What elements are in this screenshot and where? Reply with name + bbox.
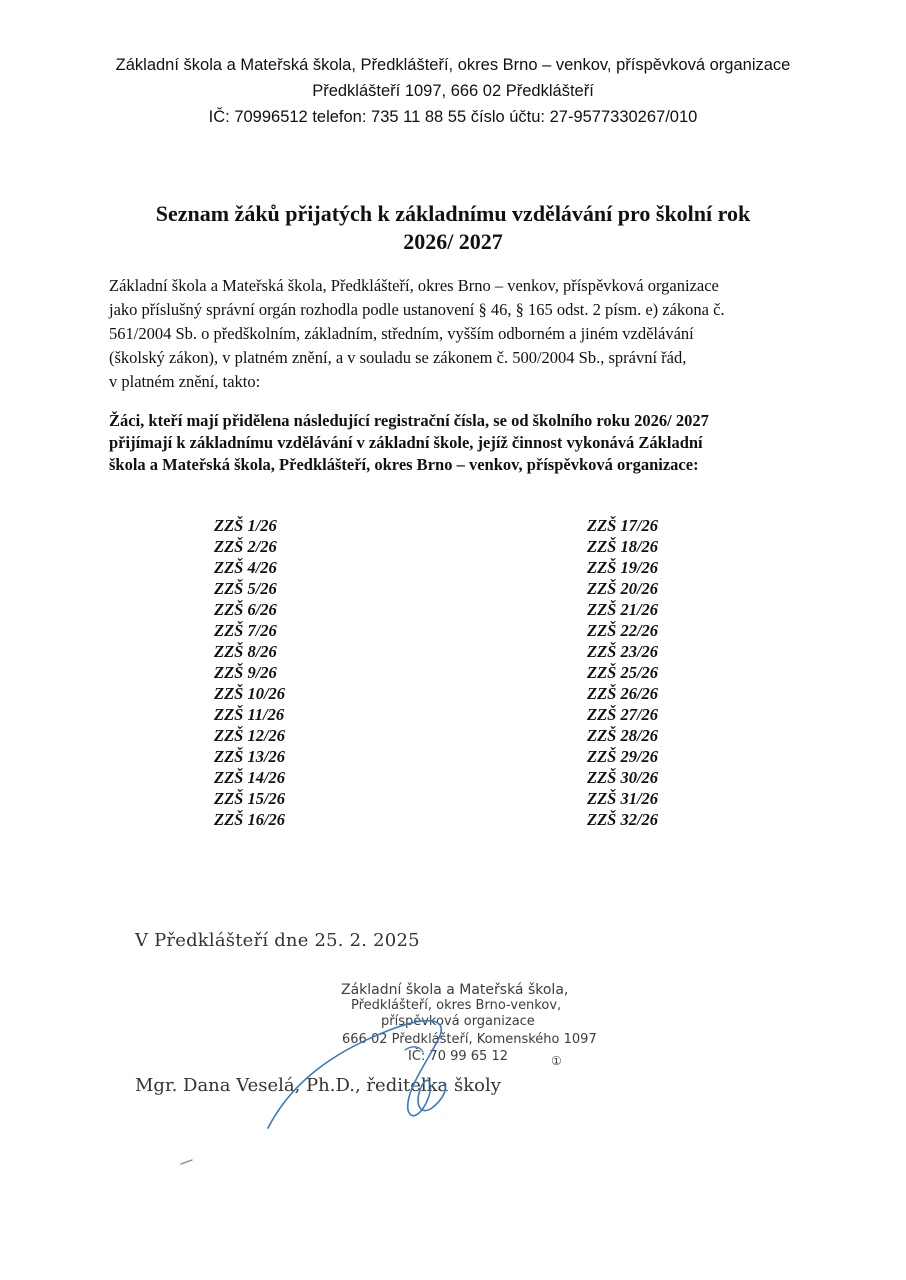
intro-line: 561/2004 Sb. o předškolním, základním, středním, vyšším odborném a jiném vzdělávání [109,324,694,343]
registration-number: ZZŠ 26/26 [587,684,659,703]
registration-number: ZZŠ 2/26 [214,537,277,556]
school-address-line: Předklášteří 1097, 666 02 Předklášteří [312,82,594,100]
registration-number: ZZŠ 4/26 [214,558,277,577]
signatory-name: Mgr. Dana Veselá, Ph.D., ředitelka školy [135,1075,501,1096]
registration-number: ZZŠ 19/26 [587,558,659,577]
registration-number: ZZŠ 1/26 [214,516,277,535]
intro-line: jako příslušný správní orgán rozhodla podle ustanovení § 46, § 165 odst. 2 písm. e) zákona č. [109,300,725,319]
registration-number: ZZŠ 20/26 [587,579,659,598]
title-line-2: 2026/ 2027 [403,229,503,254]
registration-number: ZZŠ 16/26 [214,810,286,829]
registration-number: ZZŠ 15/26 [214,789,286,808]
registration-number: ZZŠ 23/26 [587,642,659,661]
registration-number: ZZŠ 31/26 [587,789,659,808]
registration-number: ZZŠ 13/26 [214,747,286,766]
registration-number: ZZŠ 21/26 [587,600,659,619]
intro-line: (školský zákon), v platném znění, a v souladu se zákonem č. 500/2004 Sb., správní řád, [109,348,687,367]
registration-number: ZZŠ 12/26 [214,726,286,745]
stamp-mark: ① [551,1054,562,1068]
school-contact-line: IČ: 70996512 telefon: 735 11 88 55 číslo účtu: 27-9577330267/010 [208,108,698,126]
decision-line: škola a Mateřská škola, Předklášteří, okres Brno – venkov, příspěvková organizace: [109,455,699,474]
decision-line: přijímají k základnímu vzdělávání v základní škole, jejíž činnost vykonává Základní [109,433,703,452]
stamp-line: příspěvková organizace [381,1014,535,1029]
registration-number: ZZŠ 29/26 [587,747,659,766]
registration-number: ZZŠ 5/26 [214,579,277,598]
registration-number: ZZŠ 14/26 [214,768,286,787]
registration-number: ZZŠ 8/26 [214,642,277,661]
decision-line: Žáci, kteří mají přidělena následující registrační čísla, se od školního roku 2026/ 2027 [109,411,709,430]
registration-number: ZZŠ 30/26 [587,768,659,787]
registration-list-left [214,515,285,830]
stamp-line: IČ: 70 99 65 12 [408,1049,508,1064]
intro-line: Základní škola a Mateřská škola, Předklášteří, okres Brno – venkov, příspěvková organizace [109,276,719,295]
registration-number: ZZŠ 27/26 [587,705,659,724]
registration-number: ZZŠ 7/26 [214,621,277,640]
registration-number: ZZŠ 9/26 [214,663,277,682]
registration-list-right [587,515,658,830]
intro-line: v platném znění, takto: [109,372,261,391]
stamp-line: Předklášteří, okres Brno-venkov, [351,998,562,1013]
registration-number: ZZŠ 18/26 [587,537,659,556]
place-and-date: V Předklášteří dne 25. 2. 2025 [135,930,420,951]
registration-number: ZZŠ 22/26 [587,621,659,640]
stamp-line: Základní škola a Mateřská škola, [341,982,569,998]
registration-number: ZZŠ 11/26 [214,705,285,724]
registration-number: ZZŠ 6/26 [214,600,277,619]
registration-number: ZZŠ 10/26 [214,684,286,703]
stamp-line: 666 02 Předklášteří, Komenského 1097 [342,1032,597,1047]
registration-number: ZZŠ 17/26 [587,516,659,535]
registration-number: ZZŠ 28/26 [587,726,659,745]
registration-number: ZZŠ 32/26 [587,810,659,829]
school-name-line: Základní škola a Mateřská škola, Předklášteří, okres Brno – venkov, příspěvková organizace [115,56,791,74]
title-line-1: Seznam žáků přijatých k základnímu vzdělávání pro školní rok [155,201,751,226]
registration-number: ZZŠ 25/26 [587,663,659,682]
